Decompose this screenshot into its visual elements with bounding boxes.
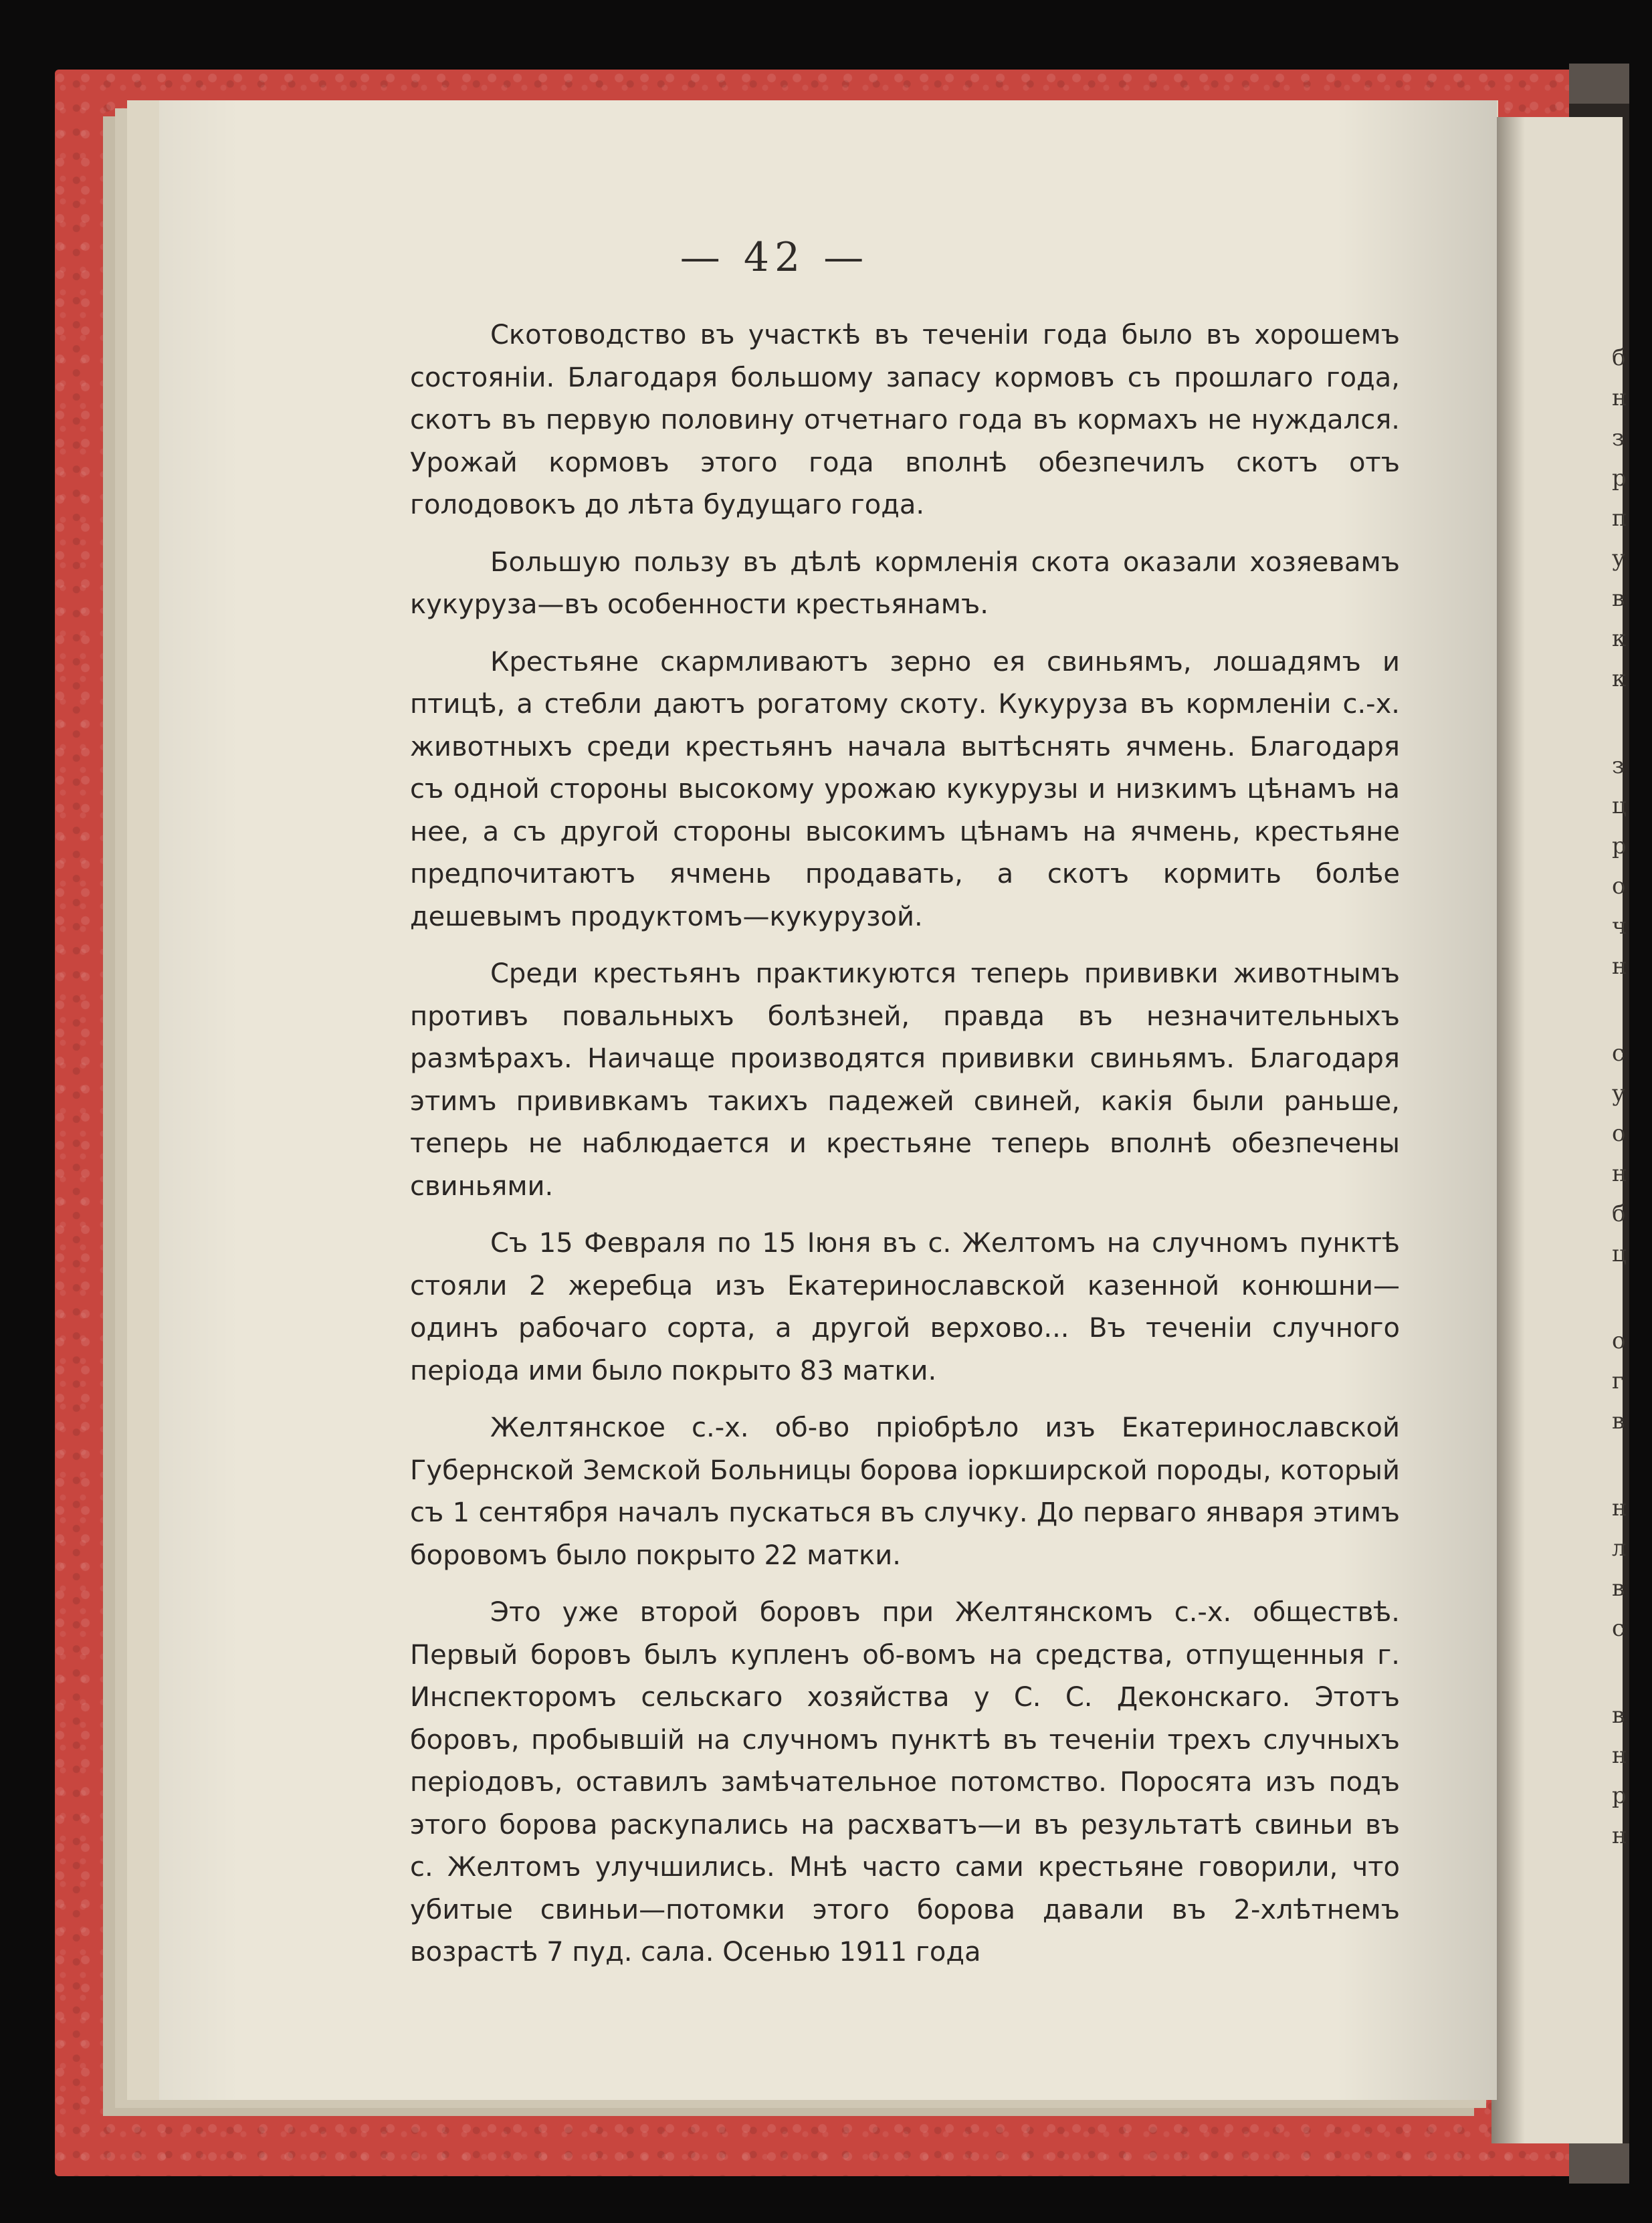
- page-number: — 42 —: [680, 234, 869, 281]
- next-page-letter: н: [1612, 1822, 1627, 1849]
- next-page-letter: б: [1612, 1200, 1626, 1227]
- next-page-letter: о: [1612, 1120, 1626, 1147]
- next-page-letter: н: [1612, 1160, 1627, 1187]
- next-page-letter: с: [1612, 1615, 1625, 1642]
- next-page-letter: ц: [1612, 792, 1627, 819]
- next-page-letter: в: [1612, 585, 1625, 612]
- next-page-letter: н: [1612, 1742, 1627, 1769]
- next-page-letter: о: [1612, 1328, 1626, 1354]
- next-page-letter: к: [1612, 665, 1627, 692]
- next-page-letter: р: [1612, 833, 1627, 859]
- next-page-letter: ч: [1612, 913, 1627, 940]
- next-page-letter: з: [1612, 752, 1625, 779]
- next-page-letter: р: [1612, 465, 1627, 492]
- paragraph: Большую пользу въ дѣлѣ кормленія скота оказали хозяевамъ кукуруза—въ особенности крестьянамъ.: [410, 546, 1400, 620]
- next-page-letter: н: [1612, 953, 1627, 980]
- page-text: [410, 314, 1400, 1974]
- paragraph: Крестьяне скармливаютъ зерно ея свиньямъ, лошадямъ и птицѣ, а стебли даютъ рогатому скоту. Кукуруза въ кормленіи с.-х. животныхъ среди крестьянъ начала вытѣснять ячмень. Благодаря съ одной стороны высокому урожаю кукурузы и низкимъ цѣнамъ на нее, а съ другой стороны высокимъ цѣнамъ на ячмень, крестьяне предпочитаютъ ячмень продавать, а скотъ кормить болѣе дешевымъ продуктомъ—кукурузой.: [410, 646, 1400, 932]
- next-page-letter: н: [1612, 385, 1627, 411]
- next-page-letter: з: [1612, 425, 1625, 451]
- next-page-letter: с: [1612, 1040, 1625, 1067]
- next-page-letter: у: [1612, 1080, 1626, 1107]
- next-page-letter: п: [1612, 505, 1627, 532]
- next-page-letter: в: [1612, 1702, 1625, 1729]
- next-page-letter: у: [1612, 545, 1626, 572]
- paragraph: Это уже второй боровъ при Желтянскомъ с.-х. обществѣ. Первый боровъ былъ купленъ об-вомъ на средства, отпущенныя г. Инспекторомъ сельскаго хозяйства у С. С. Деконскаго. Этотъ боровъ, пробывшій на случномъ пунктѣ въ теченіи трехъ случныхъ періодовъ, оставилъ замѣчательное потомство. Поросята изъ подъ этого борова раскупались на расхватъ—и въ результатѣ свиньи въ с. Желтомъ улучшились. Мнѣ часто сами крестьяне говорили, что убитые свиньи—потомки этого борова давали въ 2-хлѣтнемъ возрастѣ 7 пуд. сала. Осенью 1911 года: [410, 1597, 1400, 1968]
- next-page-letter: р: [1612, 1782, 1627, 1809]
- next-page-letter: в: [1612, 1408, 1625, 1435]
- paragraph: Среди крестьянъ практикуются теперь прививки животнымъ противъ повальныхъ болѣзней, правда въ незначительныхъ размѣрахъ. Наичаще производятся прививки свиньямъ. Благодаря этимъ прививкамъ такихъ падежей свиней, какія были раньше, теперь не наблюдается и крестьяне теперь вполнѣ обезпечены свиньями.: [410, 958, 1400, 1202]
- next-page-edge: [1491, 117, 1627, 2143]
- next-page-letter: г: [1612, 1368, 1624, 1394]
- paragraph: Съ 15 Февраля по 15 Іюня въ с. Желтомъ на случномъ пунктѣ стояли 2 жеребца изъ Екатеринославской казенной конюшни—одинъ рабочаго сорта, а другой верхово... Въ теченіи случного періода ими было покрыто 83 матки.: [410, 1228, 1400, 1386]
- next-page-letter: л: [1612, 1535, 1627, 1562]
- book-page: [159, 100, 1497, 2100]
- next-page-letter: в: [1612, 1575, 1625, 1602]
- paragraph: Желтянское с.-х. об-во пріобрѣло изъ Екатеринославской Губернской Земской Больницы борова іоркширской породы, который съ 1 сентября началъ пускаться въ случку. До перваго января этимъ боровомъ было покрыто 22 матки.: [410, 1412, 1400, 1571]
- next-page-letter: к: [1612, 625, 1627, 652]
- next-page-letter: о: [1612, 873, 1626, 899]
- next-page-letter: б: [1612, 344, 1626, 371]
- next-page-letter: н: [1612, 1495, 1627, 1521]
- next-page-letter: ц: [1612, 1241, 1627, 1267]
- paragraph: Скотоводство въ участкѣ въ теченіи года было въ хорошемъ состояніи. Благодаря большому запасу кормовъ съ прошлаго года, скотъ въ первую половину отчетнаго года въ кормахъ не нуждался. Урожай кормовъ этого года вполнѣ обезпечилъ скотъ отъ голодовокъ до лѣта будущаго года.: [410, 320, 1400, 520]
